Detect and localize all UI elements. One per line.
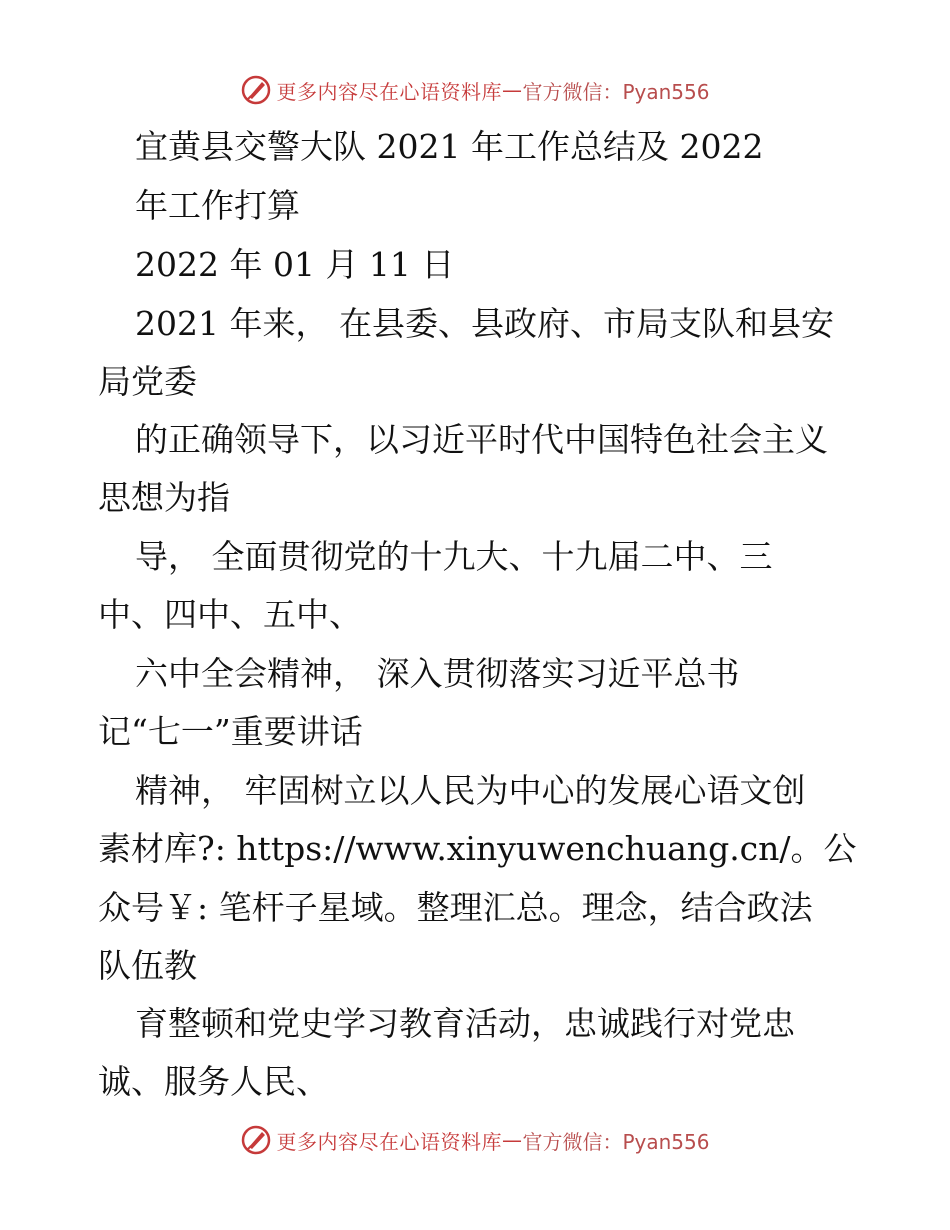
paragraph-line: 众号￥: 笔杆子星域。整理汇总。理念，结合政法 [98,888,813,927]
paragraph-line: 队伍教 [98,946,197,985]
banner-sub-text: 官方微信：Pyan556 [522,79,710,104]
document-date: 2022 年 01 月 11 日 [135,245,455,284]
footer-watermark-banner [0,1120,950,1160]
paragraph-line: 思想为指 [98,478,230,517]
paragraph-line: 的正确领导下，以习近平时代中国特色社会主义 [135,420,828,459]
quill-logo-icon [240,74,272,106]
banner-main-text: 更多内容尽在心语资料库 [276,1129,502,1154]
quill-logo-icon [240,1124,272,1156]
document-title-line-2: 年工作打算 [135,186,300,225]
header-watermark-banner [0,70,950,110]
paragraph-line: 素材库?: https://www.xinyuwenchuang.cn/。公 [98,829,857,868]
banner-dash: — [501,78,523,102]
banner-dash: — [501,1128,523,1152]
paragraph-line: 六中全会精神， 深入贯彻落实习近平总书 [135,654,740,693]
paragraph-line: 局党委 [98,362,197,401]
paragraph-line: 中、四中、五中、 [98,595,362,634]
paragraph-line: 诚、服务人民、 [98,1062,329,1101]
paragraph-line: 记“七一”重要讲话 [98,712,363,751]
paragraph-line: 2021 年来， 在县委、县政府、市局支队和县安 [135,304,834,343]
banner-main-text: 更多内容尽在心语资料库 [276,79,502,104]
paragraph-line: 精神， 牢固树立以人民为中心的发展心语文创 [135,771,806,810]
document-title-line-1: 宜黄县交警大队 2021 年工作总结及 2022 [135,127,764,166]
banner-sub-text: 官方微信：Pyan556 [522,1129,710,1154]
paragraph-line: 导， 全面贯彻党的十九大、十九届二中、三 [135,537,773,576]
paragraph-line: 育整顿和党史学习教育活动，忠诚践行对党忠 [135,1004,795,1043]
